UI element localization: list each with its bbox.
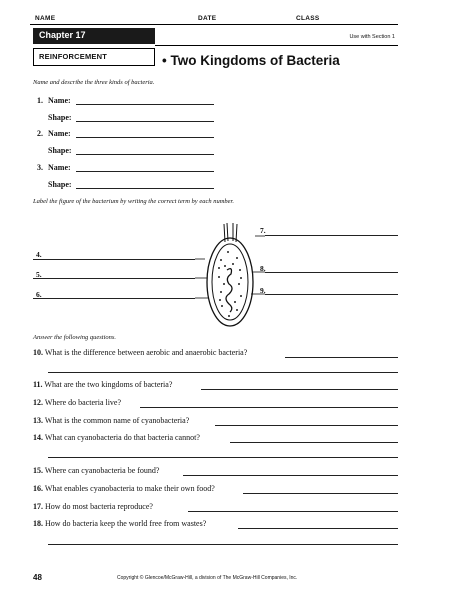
item-number: 1. — [37, 96, 43, 105]
use-with-label: Use with Section 1 — [349, 34, 395, 40]
figure-label-4-line[interactable] — [33, 259, 195, 260]
name-answer-line[interactable] — [76, 104, 214, 105]
figure-label-8: 8. — [260, 264, 266, 273]
shape-answer-line[interactable] — [76, 121, 214, 122]
shape-field-label: Shape: — [48, 146, 72, 155]
name-answer-line[interactable] — [76, 171, 214, 172]
title-rule — [155, 45, 398, 46]
answer-line[interactable] — [230, 442, 398, 443]
answer-line[interactable] — [48, 544, 398, 545]
figure-label-9-line[interactable] — [265, 294, 398, 295]
header-rule — [30, 24, 398, 25]
name-field-label: Name: — [48, 96, 71, 105]
question-11: 11. What are the two kingdoms of bacteria? — [33, 380, 173, 389]
bullet-icon: • — [162, 53, 167, 68]
answer-line[interactable] — [285, 357, 398, 358]
answer-line[interactable] — [188, 511, 398, 512]
name-field-label: Name: — [48, 163, 71, 172]
answer-line[interactable] — [238, 528, 398, 529]
figure-label-8-line[interactable] — [265, 272, 398, 273]
shape-answer-line[interactable] — [76, 188, 214, 189]
date-label: DATE — [198, 15, 217, 22]
answer-line[interactable] — [140, 407, 398, 408]
chapter-banner — [33, 28, 155, 44]
part2-instruction: Label the figure of the bacterium by writing the correct term by each number. — [33, 198, 234, 205]
reinforcement-box — [33, 48, 155, 66]
shape-field-label: Shape: — [48, 113, 72, 122]
figure-label-6: 6. — [36, 290, 42, 299]
page-number: 48 — [33, 573, 42, 582]
figure-label-5: 5. — [36, 270, 42, 279]
figure-label-6-line[interactable] — [33, 298, 195, 299]
class-label: CLASS — [296, 15, 320, 22]
question-13: 13. What is the common name of cyanobacteria? — [33, 416, 190, 425]
question-17: 17. How do most bacteria reproduce? — [33, 502, 153, 511]
answer-line[interactable] — [183, 475, 398, 476]
question-18: 18. How do bacteria keep the world free from wastes? — [33, 519, 207, 528]
chapter-title: Chapter 17 — [39, 30, 86, 40]
answer-line[interactable] — [201, 389, 398, 390]
figure-label-7-line[interactable] — [265, 235, 398, 236]
name-answer-line[interactable] — [76, 137, 214, 138]
part3-instruction: Answer the following questions. — [33, 334, 117, 341]
part1-instruction: Name and describe the three kinds of bacteria. — [33, 79, 155, 86]
answer-line[interactable] — [48, 457, 398, 458]
question-16: 16. What enables cyanobacteria to make their own food? — [33, 484, 215, 493]
name-label: NAME — [35, 15, 56, 22]
item-number: 3. — [37, 163, 43, 172]
section-tag: REINFORCEMENT — [39, 52, 108, 61]
question-12: 12. Where do bacteria live? — [33, 398, 122, 407]
item-number: 2. — [37, 129, 43, 138]
name-field-label: Name: — [48, 129, 71, 138]
shape-field-label: Shape: — [48, 180, 72, 189]
figure-label-4: 4. — [36, 250, 42, 259]
question-10: 10. What is the difference between aerobic and anaerobic bacteria? — [33, 348, 248, 357]
shape-answer-line[interactable] — [76, 154, 214, 155]
question-15: 15. Where can cyanobacteria be found? — [33, 466, 160, 475]
figure-label-9: 9. — [260, 286, 266, 295]
page-title: • Two Kingdoms of Bacteria — [162, 53, 340, 68]
answer-line[interactable] — [48, 372, 398, 373]
answer-line[interactable] — [243, 493, 398, 494]
answer-line[interactable] — [215, 425, 398, 426]
figure-label-5-line[interactable] — [33, 278, 195, 279]
copyright-text: Copyright © Glencoe/McGraw-Hill, a division of The McGraw-Hill Companies, Inc. — [117, 575, 298, 581]
figure-label-7: 7. — [260, 226, 266, 235]
question-14: 14. What can cyanobacteria do that bacteria cannot? — [33, 433, 200, 442]
bacterium-figure — [195, 222, 265, 330]
